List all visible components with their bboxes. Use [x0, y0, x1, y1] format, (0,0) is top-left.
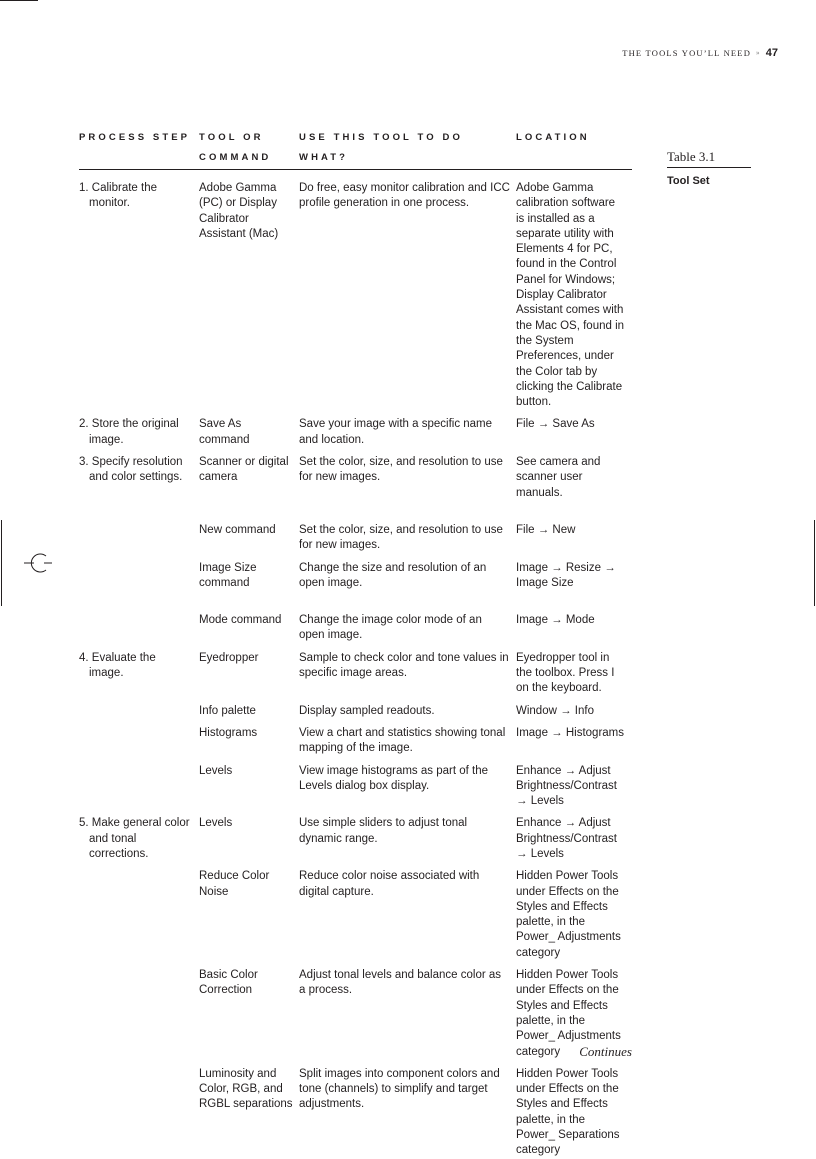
cell-tool: Info palette — [199, 704, 256, 717]
table-caption — [667, 148, 751, 187]
header-use-this-tool: USE THIS TOOL TO DO WHAT? — [299, 128, 516, 170]
table-row — [79, 809, 632, 862]
cell-tool: Mode command — [199, 614, 282, 627]
cell-tool: Save As command — [199, 418, 250, 446]
cell-step: 5. Make general color and tonal corrections. — [79, 817, 190, 860]
continues-note: Continues — [579, 1044, 632, 1059]
page-number: 47 — [765, 47, 778, 59]
cell-location: See camera and scanner user manuals. — [516, 456, 601, 499]
cell-use: Do free, easy monitor calibration and ICC profile generation in one process. — [299, 182, 510, 210]
cell-location: Image → Mode — [516, 614, 595, 627]
cell-step — [79, 862, 199, 961]
cell-tool: Basic Color Correction — [199, 969, 258, 997]
cell-location: File → Save As — [516, 418, 595, 431]
cell-use: Split images into component colors and tone (channels) to simplify and target adjustments. — [299, 1067, 500, 1111]
running-head-title: THE TOOLS YOU’LL NEED — [622, 48, 752, 58]
cell-use: Save your image with a specific name and location. — [299, 418, 493, 446]
cell-step: 1. Calibrate the monitor. — [79, 182, 157, 210]
table-row — [79, 1060, 632, 1159]
cell-tool: Levels — [199, 817, 233, 830]
cell-location: Image → Histograms — [516, 726, 625, 739]
header-location: LOCATION — [516, 128, 632, 170]
cell-tool: Levels — [199, 764, 233, 777]
cell-use: Change the size and resolution of an open image. — [299, 561, 487, 589]
cell-location: Enhance → Adjust Brightness/Contrast → Levels — [516, 817, 617, 860]
cell-step — [79, 757, 199, 810]
table-row — [79, 410, 632, 448]
cell-tool: Luminosity and Color, RGB, and RGBL separations — [199, 1067, 293, 1111]
table-row — [79, 591, 632, 644]
header-tool-or-command: TOOL OR COMMAND — [199, 128, 299, 170]
cell-location: Enhance → Adjust Brightness/Contrast → Levels — [516, 764, 617, 808]
cell-tool: Adobe Gamma (PC) or Display Calibrator Assistant (Mac) — [199, 182, 279, 240]
cell-tool: Scanner or digital camera — [199, 456, 289, 484]
cell-location: Image → Resize → Image Size — [516, 561, 616, 589]
cell-step — [79, 719, 199, 757]
crop-mark-left — [1, 520, 2, 606]
cell-step — [79, 1060, 199, 1159]
cell-step: 2. Store the original image. — [79, 418, 179, 446]
cell-tool: Eyedropper — [199, 651, 259, 664]
cell-use: Reduce color noise associated with digital capture. — [299, 870, 480, 898]
cell-use: View a chart and statistics showing tonal mapping of the image. — [299, 726, 506, 755]
crop-mark-right — [814, 520, 815, 606]
cell-step: 3. Specify resolution and color settings. — [79, 456, 183, 484]
cell-use: Set the color, size, and resolution to use for new images. — [299, 456, 503, 484]
cell-location: Hidden Power Tools under Effects on the Styles and Effects palette, in the Power_ Separations category — [516, 1067, 620, 1157]
cell-use: Use simple sliders to adjust tonal dynamic range. — [299, 817, 468, 845]
running-head — [622, 47, 778, 59]
table-row — [79, 757, 632, 810]
table-row — [79, 554, 632, 592]
cell-step — [79, 961, 199, 1060]
cell-location: File → New — [516, 523, 576, 536]
cell-tool: Image Size command — [199, 561, 257, 589]
table-row — [79, 501, 632, 554]
cell-location: Adobe Gamma calibration software is installed as a separate utility with Elements 4 for PC, found in the Control Panel for Windows; Display Calibrator Assistant comes with the Mac OS, found in the System Preferences, under the Color tab by clicking the Calibrate button. — [516, 182, 625, 409]
table-row — [79, 697, 632, 719]
cell-use: Change the image color mode of an open image. — [299, 614, 482, 642]
table-row — [79, 961, 632, 1060]
cell-use: Display sampled readouts. — [299, 704, 435, 717]
registration-mark-icon — [24, 550, 52, 576]
cell-location: Hidden Power Tools under Effects on the Styles and Effects palette, in the Power_ Adjustments category — [516, 969, 621, 1058]
cell-tool: Histograms — [199, 726, 258, 739]
cell-location: Window → Info — [516, 704, 594, 717]
table-row — [79, 862, 632, 961]
cell-use: Sample to check color and tone values in specific image areas. — [299, 651, 509, 680]
crop-mark-top — [0, 0, 38, 1]
table-caption-number: Table 3.1 — [667, 148, 751, 168]
tool-set-table — [79, 128, 632, 1159]
cell-location: Eyedropper tool in the toolbox. Press I on the keyboard. — [516, 651, 615, 695]
running-head-separator: » — [756, 49, 761, 57]
cell-use: View image histograms as part of the Levels dialog box display. — [299, 764, 488, 792]
table-header-row — [79, 128, 632, 170]
table-row — [79, 719, 632, 757]
table-row — [79, 448, 632, 501]
table-row — [79, 170, 632, 411]
cell-step: 4. Evaluate the image. — [79, 651, 156, 680]
cell-step — [79, 591, 199, 644]
cell-step — [79, 554, 199, 592]
cell-step — [79, 501, 199, 554]
cell-use: Adjust tonal levels and balance color as a process. — [299, 969, 502, 997]
cell-step — [79, 697, 199, 719]
header-process-step: PROCESS STEP — [79, 128, 199, 170]
cell-use: Set the color, size, and resolution to use for new images. — [299, 523, 503, 552]
table-caption-title: Tool Set — [667, 175, 710, 187]
cell-tool: Reduce Color Noise — [199, 870, 270, 898]
cell-tool: New command — [199, 523, 276, 536]
cell-location: Hidden Power Tools under Effects on the Styles and Effects palette, in the Power_ Adjustments category — [516, 870, 621, 959]
table-row — [79, 644, 632, 697]
